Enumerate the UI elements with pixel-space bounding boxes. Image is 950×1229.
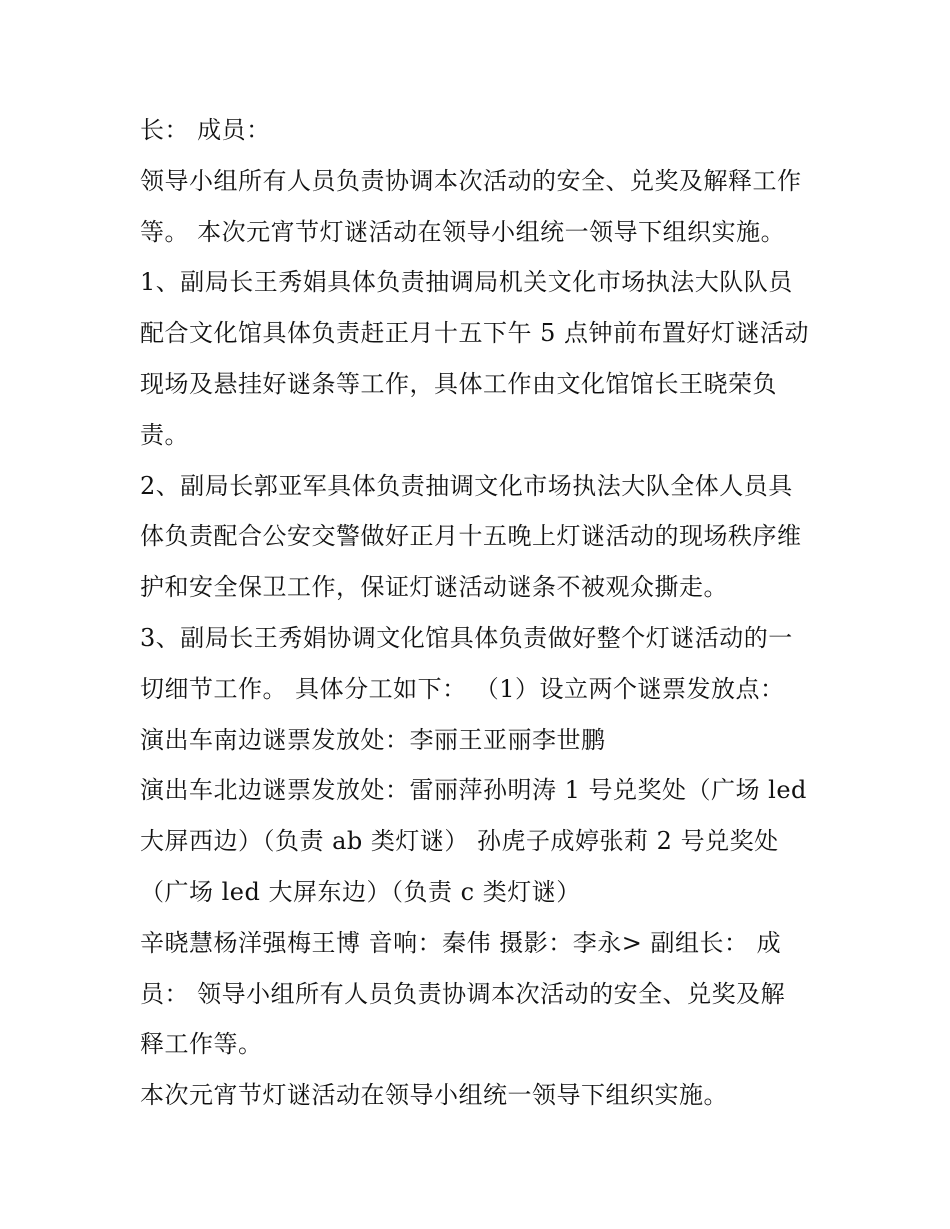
- text-line: 员： 领导小组所有人员负责协调本次活动的安全、兑奖及解: [140, 979, 786, 1008]
- text-line: 护和安全保卫工作，保证灯谜活动谜条不被观众撕走。: [140, 573, 728, 602]
- text-line: （广场 led 大屏东边）（负责 c 类灯谜）: [140, 877, 581, 906]
- text-line: 3、副局长王秀娟协调文化馆具体负责做好整个灯谜活动的一: [140, 623, 793, 652]
- text-line: 2、副局长郭亚军具体负责抽调文化市场执法大队全体人员具: [140, 471, 793, 500]
- text-line: 演出车北边谜票发放处：雷丽萍孙明涛 1 号兑奖处（广场 led: [140, 776, 807, 805]
- text-line: 辛晓慧杨洋强梅王博 音响：秦伟 摄影：李永> 副组长： 成: [140, 928, 782, 957]
- text-line: 等。 本次元宵节灯谜活动在领导小组统一领导下组织实施。: [140, 217, 786, 246]
- text-line: 领导小组所有人员负责协调本次活动的安全、兑奖及解释工作: [140, 166, 802, 195]
- text-line: 大屏西边）（负责 ab 类灯谜） 孙虎子成婷张莉 2 号兑奖处: [140, 827, 779, 856]
- text-line: 1、副局长王秀娟具体负责抽调局机关文化市场执法大队队员: [140, 268, 793, 297]
- document-body: [140, 105, 820, 1121]
- text-line: 长： 成员：: [140, 116, 271, 144]
- text-line: 责。: [140, 420, 189, 449]
- text-line: 释工作等。: [140, 1030, 263, 1059]
- text-line: 切细节工作。 具体分工如下： （1）设立两个谜票发放点：: [140, 674, 785, 703]
- text-line: 本次元宵节灯谜活动在领导小组统一领导下组织实施。: [140, 1081, 728, 1110]
- text-line: 体负责配合公安交警做好正月十五晚上灯谜活动的现场秩序维: [140, 522, 802, 551]
- text-line: 现场及悬挂好谜条等工作，具体工作由文化馆馆长王晓荣负: [140, 369, 777, 398]
- text-line: 配合文化馆具体负责赶正月十五下午 5 点钟前布置好灯谜活动: [140, 319, 810, 348]
- text-line: 演出车南边谜票发放处：李丽王亚丽李世鹏: [140, 725, 606, 754]
